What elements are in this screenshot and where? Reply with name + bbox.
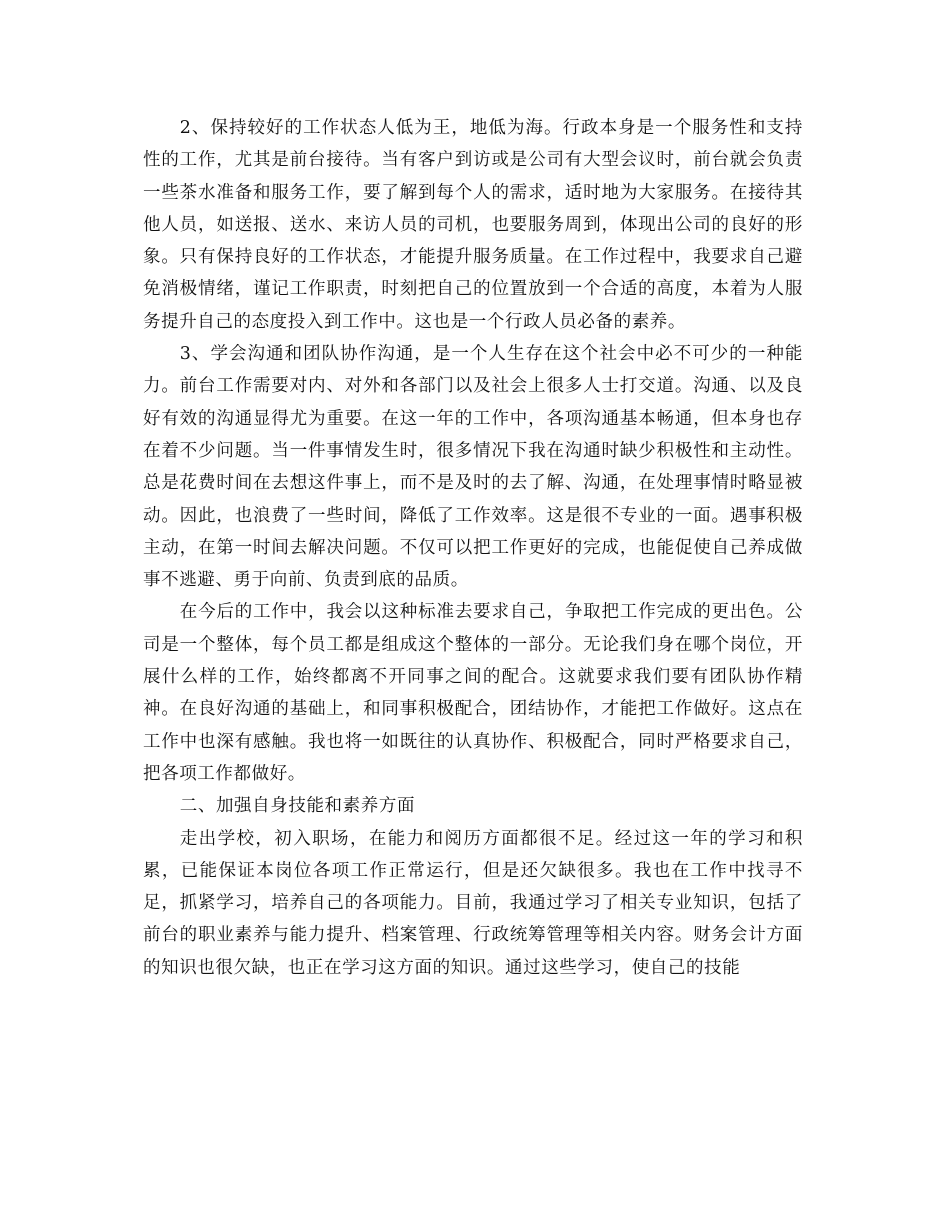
paragraph-work-attitude: 2、保持较好的工作状态人低为王，地低为海。行政本身是一个服务性和支持性的工作，尤其是前台接待。当有客户到访或是公司有大型会议时，前台就会负责一些茶水准备和服务工作，要了解到每个人的需求，适时地为大家服务。在接待其他人员，如送报、送水、来访人员的司机，也要服务周到，体现出公司的良好的形象。只有保持良好的工作状态，才能提升服务质量。在工作过程中，我要求自己避免消极情绪，谨记工作职责，时刻把自己的位置放到一个合适的高度，本着为人服务提升自己的态度投入到工作中。这也是一个行政人员必备的素养。	[143, 118, 803, 332]
paragraph-future-work: 在今后的工作中，我会以这种标准去要求自己，争取把工作完成的更出色。公司是一个整体，每个员工都是组成这个整体的一部分。无论我们身在哪个岗位，开展什么样的工作，始终都离不开同事之间的配合。这就要求我们要有团队协作精神。在良好沟通的基础上，和同事积极配合，团结协作，才能把工作做好。这点在工作中也深有感触。我也将一如既往的认真协作、积极配合，同时严格要求自己，把各项工作都做好。	[143, 602, 803, 784]
document-body	[143, 112, 803, 984]
section-heading-skills: 二、加强自身技能和素养方面	[179, 796, 416, 817]
paragraph-communication-teamwork: 3、学会沟通和团队协作沟通，是一个人生存在这个社会中必不可少的一种能力。前台工作需要对内、对外和各部门以及社会上很多人士打交道。沟通、以及良好有效的沟通显得尤为重要。在这一年的工作中，各项沟通基本畅通，但本身也存在着不少问题。当一件事情发生时，很多情况下我在沟通时缺少积极性和主动性。总是花费时间在去想这件事上，而不是及时的去了解、沟通，在处理事情时略显被动。因此，也浪费了一些时间，降低了工作效率。这是很不专业的一面。遇事积极主动，在第一时间去解决问题。不仅可以把工作更好的完成，也能促使自己养成做事不逃避、勇于向前、负责到底的品质。	[143, 344, 803, 591]
paragraph-skills-learning: 走出学校，初入职场，在能力和阅历方面都很不足。经过这一年的学习和积累，已能保证本岗位各项工作正常运行，但是还欠缺很多。我也在工作中找寻不足，抓紧学习，培养自己的各项能力。目前，我通过学习了相关专业知识，包括了前台的职业素养与能力提升、档案管理、行政统筹管理等相关内容。财务会计方面的知识也很欠缺，也正在学习这方面的知识。通过这些学习，使自己的技能	[143, 828, 803, 978]
